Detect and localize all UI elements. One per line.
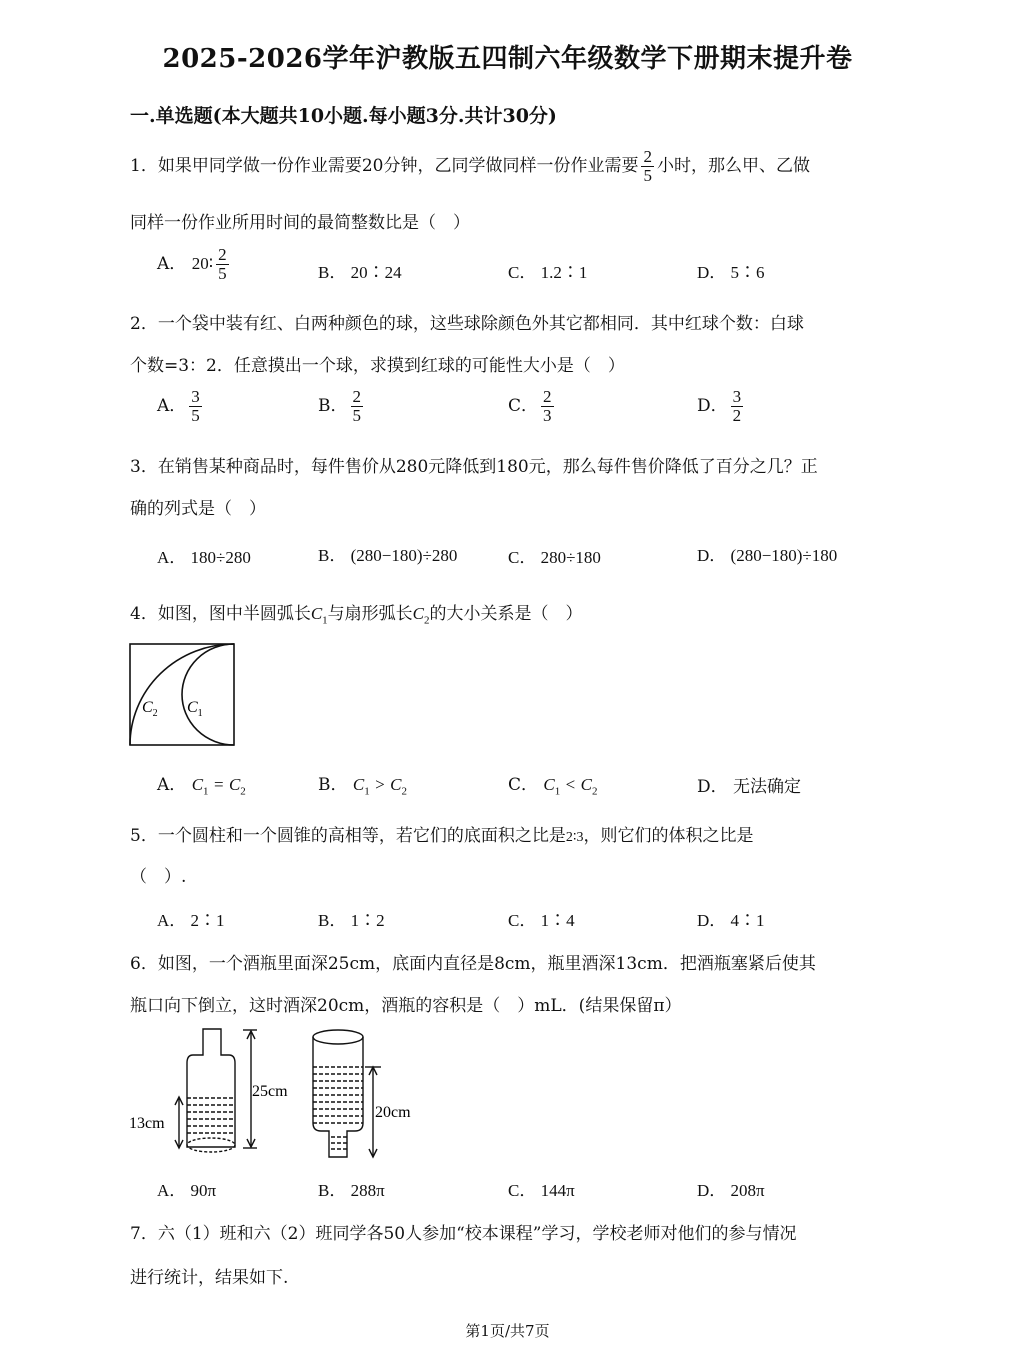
q5-ratio: 2∶3 bbox=[565, 830, 584, 845]
q3-option-a[interactable]: A． 180÷280 bbox=[157, 548, 251, 567]
question-4-line-1 bbox=[130, 599, 583, 626]
q1-option-c[interactable]: C． 1.2∶1 bbox=[508, 263, 588, 282]
question-1-line-1 bbox=[130, 148, 810, 185]
q1-fraction bbox=[641, 148, 654, 185]
q4-option-c[interactable] bbox=[508, 770, 598, 797]
q1-option-a-label: A． bbox=[157, 253, 187, 274]
q4-c2: C bbox=[412, 604, 425, 623]
q4-option-b-c2: C bbox=[390, 775, 402, 794]
question-6-line-1: 6．如图，一个酒瓶里面深25cm，底面内直径是8cm，瓶里酒深13cm．把酒瓶塞紧后使其 bbox=[130, 954, 816, 974]
question-7-line-2: 进行统计，结果如下. bbox=[130, 1268, 289, 1288]
q4-option-a-rel: = bbox=[213, 775, 224, 794]
q2-option-b-label: B． bbox=[318, 395, 348, 416]
q2-option-c[interactable] bbox=[508, 388, 557, 425]
q2-option-b[interactable] bbox=[318, 388, 366, 425]
q4-option-a-c1: C bbox=[191, 775, 204, 794]
q4-option-b-label: B． bbox=[318, 775, 348, 795]
question-2-line-1: 2．一个袋中装有红、白两种颜色的球，这些球除颜色外其它都相同．其中红球个数：白球 bbox=[130, 314, 804, 334]
q6-option-d[interactable]: D． 208π bbox=[697, 1181, 765, 1200]
q4-c1-sub: 1 bbox=[322, 614, 328, 627]
q1-option-a-den: 5 bbox=[218, 263, 227, 283]
q3-option-c[interactable]: C． 280÷180 bbox=[508, 548, 601, 567]
q6-label-25cm: 25cm bbox=[252, 1083, 288, 1100]
q3-option-d[interactable]: D． (280−180)÷180 bbox=[697, 546, 838, 565]
q6-label-20cm: 20cm bbox=[375, 1104, 411, 1121]
q4-fig-c2-label: $C_2$ bbox=[142, 699, 158, 719]
q4-option-c-rel: < bbox=[565, 775, 576, 794]
q6-option-a[interactable]: A． 90π bbox=[157, 1181, 217, 1200]
q5-option-d[interactable]: D． 4∶1 bbox=[697, 911, 765, 930]
q6-option-c[interactable]: C． 144π bbox=[508, 1181, 575, 1200]
q2-option-d-num: 3 bbox=[732, 387, 742, 406]
q4-semicircle-arc bbox=[182, 644, 234, 745]
q2-option-a-num: 3 bbox=[191, 387, 200, 406]
q5-option-a[interactable]: A． 2∶1 bbox=[157, 911, 225, 930]
q1-text-a: 1．如果甲同学做一份作业需要20分钟，乙同学做同样一份作业需要 bbox=[130, 155, 639, 176]
question-2-line-2: 个数=3：2．任意摸出一个球，求摸到红球的可能性大小是（ ） bbox=[130, 356, 625, 376]
q4-fig-c1-label: $C_1$ bbox=[187, 699, 203, 719]
q4-option-b-rel: > bbox=[375, 775, 385, 794]
q2-option-c-den: 3 bbox=[543, 405, 552, 425]
q2-option-b-num: 2 bbox=[352, 387, 361, 406]
question-3-line-2: 确的列式是（ ） bbox=[130, 499, 266, 519]
q4-option-d[interactable]: D． 无法确定 bbox=[697, 777, 802, 797]
q5-text-a: 5．一个圆柱和一个圆锥的高相等，若它们的底面积之比是 bbox=[130, 826, 566, 846]
q4-text-post: 的大小关系是（ ） bbox=[429, 604, 583, 624]
q1-option-a-fraction bbox=[216, 246, 229, 283]
q1-frac-den: 5 bbox=[643, 165, 652, 185]
section-heading: 一.单选题(本大题共10小题.每小题3分.共计30分) bbox=[130, 105, 557, 127]
q4-option-c-c2: C bbox=[580, 775, 593, 794]
question-5-line-2: （ ）. bbox=[130, 867, 187, 887]
q1-option-a[interactable] bbox=[157, 246, 232, 283]
q1-option-b[interactable]: B． 20∶24 bbox=[318, 263, 402, 282]
q1-frac-num: 2 bbox=[643, 147, 652, 166]
q2-option-d[interactable] bbox=[697, 388, 746, 425]
q6-option-b[interactable]: B． 288π bbox=[318, 1181, 385, 1200]
q4-option-b[interactable] bbox=[318, 770, 407, 797]
q4-option-a-label: A． bbox=[157, 775, 187, 795]
q4-option-b-c1: C bbox=[352, 775, 365, 794]
q5-text-b: ，则它们的体积之比是 bbox=[583, 826, 754, 846]
q2-option-d-label: D． bbox=[697, 395, 728, 416]
q1-option-a-num: 2 bbox=[218, 245, 227, 264]
q4-option-c-sub1: 1 bbox=[554, 785, 561, 798]
q4-option-c-c1: C bbox=[543, 775, 555, 794]
q2-option-c-num: 2 bbox=[543, 387, 552, 406]
q4-option-a-c2: C bbox=[228, 775, 241, 794]
q2-option-a-den: 5 bbox=[191, 405, 200, 425]
question-1-line-2: 同样一份作业所用时间的最简整数比是（ ） bbox=[130, 213, 470, 233]
question-6-line-2: 瓶口向下倒立，这时酒深20cm，酒瓶的容积是（ ）mL．(结果保留π） bbox=[130, 996, 682, 1016]
q6-bottle-inverted bbox=[313, 1030, 381, 1157]
q4-option-c-label: C． bbox=[508, 775, 539, 795]
q4-option-a[interactable] bbox=[157, 770, 246, 797]
q5-option-c[interactable]: C． 1∶4 bbox=[508, 911, 575, 930]
q2-option-d-den: 2 bbox=[732, 405, 742, 425]
q4-text-pre: 4．如图，图中半圆弧长 bbox=[130, 604, 311, 624]
q6-label-13cm: 13cm bbox=[129, 1115, 165, 1132]
q4-c1: C bbox=[310, 604, 323, 623]
q2-option-b-den: 5 bbox=[352, 405, 361, 425]
q2-option-a-label: A． bbox=[157, 395, 187, 416]
q4-option-a-sub2: 2 bbox=[240, 785, 246, 798]
q6-bottle-upright bbox=[175, 1029, 257, 1152]
q2-option-a[interactable] bbox=[157, 388, 205, 425]
q6-figure bbox=[125, 1025, 435, 1165]
question-5-line-1 bbox=[130, 821, 753, 846]
question-7-line-1: 7．六（1）班和六（2）班同学各50人参加“校本课程”学习，学校老师对他们的参与情况 bbox=[130, 1224, 797, 1244]
q4-text-mid: 与扇形弧长 bbox=[327, 604, 413, 624]
q4-option-b-sub2: 2 bbox=[401, 785, 407, 798]
q4-c2-sub: 2 bbox=[424, 614, 430, 627]
q5-option-b[interactable]: B． 1∶2 bbox=[318, 911, 385, 930]
q3-option-b[interactable]: B． (280−180)÷280 bbox=[318, 546, 458, 565]
q4-option-a-sub1: 1 bbox=[203, 785, 209, 798]
question-3-line-1: 3．在销售某种商品时，每件售价从280元降低到180元，那么每件售价降低了百分之几？正 bbox=[130, 457, 818, 477]
page-footer: 第1页/共7页 bbox=[465, 1322, 550, 1340]
q1-option-d[interactable]: D． 5∶6 bbox=[697, 263, 765, 282]
q1-option-a-pre: 20∶ bbox=[191, 253, 214, 273]
q2-option-c-label: C． bbox=[508, 395, 539, 416]
q4-option-b-sub1: 1 bbox=[364, 785, 370, 798]
q4-figure bbox=[128, 642, 238, 747]
page-title: 2025-2026学年沪教版五四制六年级数学下册期末提升卷 bbox=[162, 44, 853, 74]
q4-option-c-sub2: 2 bbox=[592, 785, 598, 798]
q1-text-b: 小时，那么甲、乙做 bbox=[656, 155, 810, 176]
